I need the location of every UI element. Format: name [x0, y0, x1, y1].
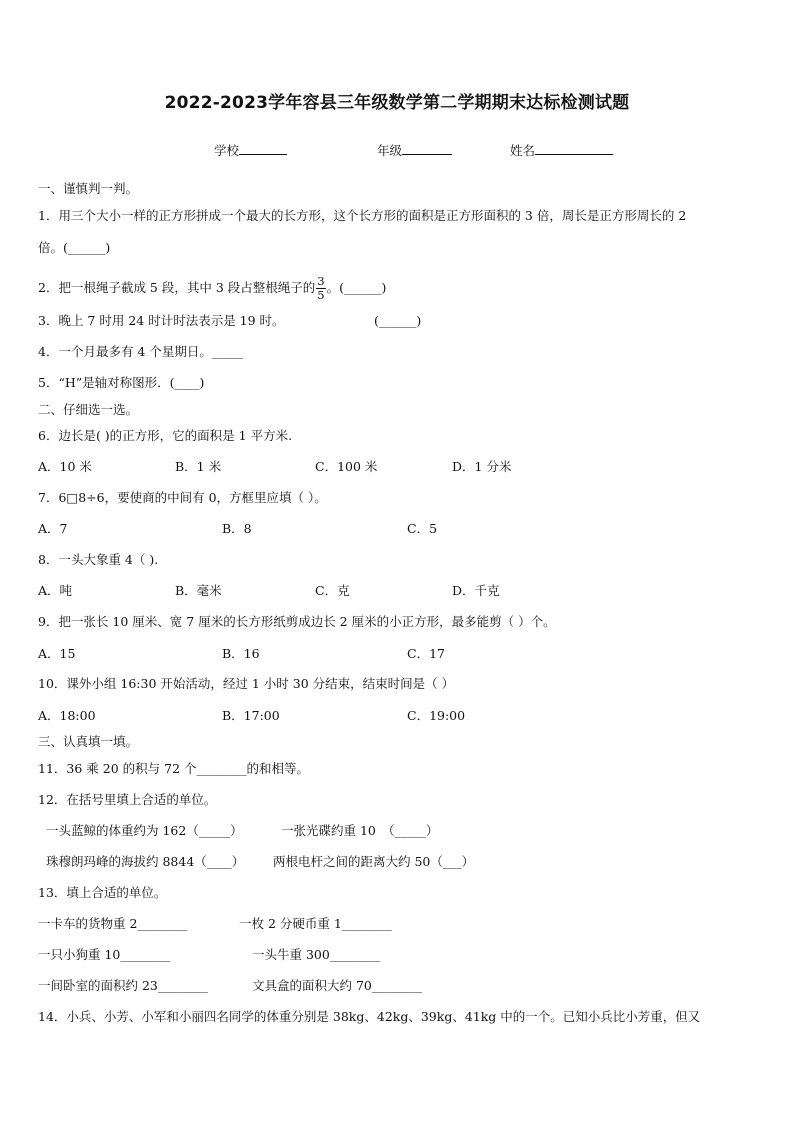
section-1-heading: 一、谨慎判一判。	[38, 181, 139, 196]
q7-option-c[interactable]: C．5	[407, 521, 438, 536]
school-field	[214, 141, 287, 159]
question-1-line-2: 倍。(______)	[38, 240, 111, 255]
q13-item-pencil-case: 文具盒的面积大约 70________	[252, 978, 422, 993]
q9-option-b[interactable]: B．16	[222, 646, 260, 661]
question-14: 14．小兵、小芳、小军和小丽四名同学的体重分别是 38kg、42kg、39kg、41kg 中的一个。已知小兵比小芳重，但又	[38, 1009, 701, 1024]
name-field	[510, 141, 613, 159]
fraction-denominator: 5	[317, 288, 325, 302]
question-3-blank: (______)	[374, 313, 422, 328]
q7-option-a[interactable]: A．7	[38, 521, 68, 536]
q10-option-c[interactable]: C．19:00	[407, 708, 466, 723]
question-13: 13．填上合适的单位。	[38, 885, 167, 900]
q13-item-cow: 一头牛重 300________	[252, 947, 380, 962]
q13-item-truck: 一卡车的货物重 2________	[38, 916, 188, 931]
q6-option-b[interactable]: B．1 米	[175, 459, 222, 474]
q12-item-poles: 两根电杆之间的距离大约 50（___）	[273, 854, 475, 869]
question-11: 11．36 乘 20 的积与 72 个________的和相等。	[38, 761, 309, 776]
question-7: 7．6□8÷6，要使商的中间有 0，方框里应填（ ）。	[38, 490, 327, 505]
question-8: 8．一头大象重 4（ ).	[38, 552, 159, 567]
q13-item-bedroom: 一间卧室的面积约 23________	[38, 978, 208, 993]
grade-blank[interactable]	[402, 142, 452, 155]
q7-option-b[interactable]: B．8	[222, 521, 252, 536]
grade-label: 年级	[377, 143, 403, 158]
q13-item-coin: 一枚 2 分硬币重 1________	[239, 916, 392, 931]
q6-option-c[interactable]: C．100 米	[315, 459, 378, 474]
q13-item-puppy: 一只小狗重 10________	[38, 947, 171, 962]
q8-option-d[interactable]: D．千克	[452, 583, 500, 598]
question-2-blank: 。(______)	[326, 280, 387, 295]
question-10: 10．课外小组 16:30 开始活动，经过 1 小时 30 分结束，结束时间是（ ）	[38, 676, 455, 691]
q6-option-a[interactable]: A．10 米	[38, 459, 92, 474]
question-4: 4．一个月最多有 4 个星期日。_____	[38, 344, 244, 359]
school-label: 学校	[214, 143, 240, 158]
section-3-heading: 三、认真填一填。	[38, 734, 139, 749]
question-9: 9．把一张长 10 厘米、宽 7 厘米的长方形纸剪成边长 2 厘米的小正方形，最多能剪（ ）个。	[38, 614, 556, 629]
q8-option-c[interactable]: C．克	[315, 583, 350, 598]
section-2-heading: 二、仔细选一选。	[38, 402, 139, 417]
fraction-numerator: 3	[317, 274, 325, 288]
q12-item-blue-whale: 一头蓝鲸的体重约为 162（_____）	[46, 823, 243, 838]
name-blank[interactable]	[535, 142, 613, 155]
question-3: 3．晚上 7 时用 24 时计时法表示是 19 时。	[38, 313, 285, 328]
q9-option-a[interactable]: A．15	[38, 646, 76, 661]
q8-option-b[interactable]: B．毫米	[175, 583, 222, 598]
question-2-text: 2．把一根绳子截成 5 段，其中 3 段占整根绳子的	[38, 280, 316, 295]
name-label: 姓名	[510, 143, 536, 158]
school-blank[interactable]	[239, 142, 287, 155]
page-title: 2022-2023学年容县三年级数学第二学期期末达标检测试题	[164, 93, 630, 113]
question-1-line-1: 1．用三个大小一样的正方形拼成一个最大的长方形，这个长方形的面积是正方形面积的 3 倍，周长是正方形周长的 2	[38, 208, 687, 223]
question-6: 6．边长是( )的正方形，它的面积是 1 平方米.	[38, 428, 293, 443]
q12-item-cd: 一张光碟约重 10 （_____）	[281, 823, 439, 838]
question-5: 5．“H”是轴对称图形．(____)	[38, 375, 205, 390]
question-12: 12．在括号里填上合适的单位。	[38, 792, 217, 807]
q10-option-b[interactable]: B．17:00	[222, 708, 280, 723]
question-2	[38, 275, 386, 302]
q6-option-d[interactable]: D．1 分米	[452, 459, 512, 474]
q10-option-a[interactable]: A．18:00	[38, 708, 96, 723]
q8-option-a[interactable]: A．吨	[38, 583, 73, 598]
q12-item-everest: 珠穆朗玛峰的海拔约 8844（____）	[46, 854, 245, 869]
q9-option-c[interactable]: C．17	[407, 646, 445, 661]
fraction-three-fifths	[316, 275, 325, 302]
grade-field	[377, 141, 452, 159]
